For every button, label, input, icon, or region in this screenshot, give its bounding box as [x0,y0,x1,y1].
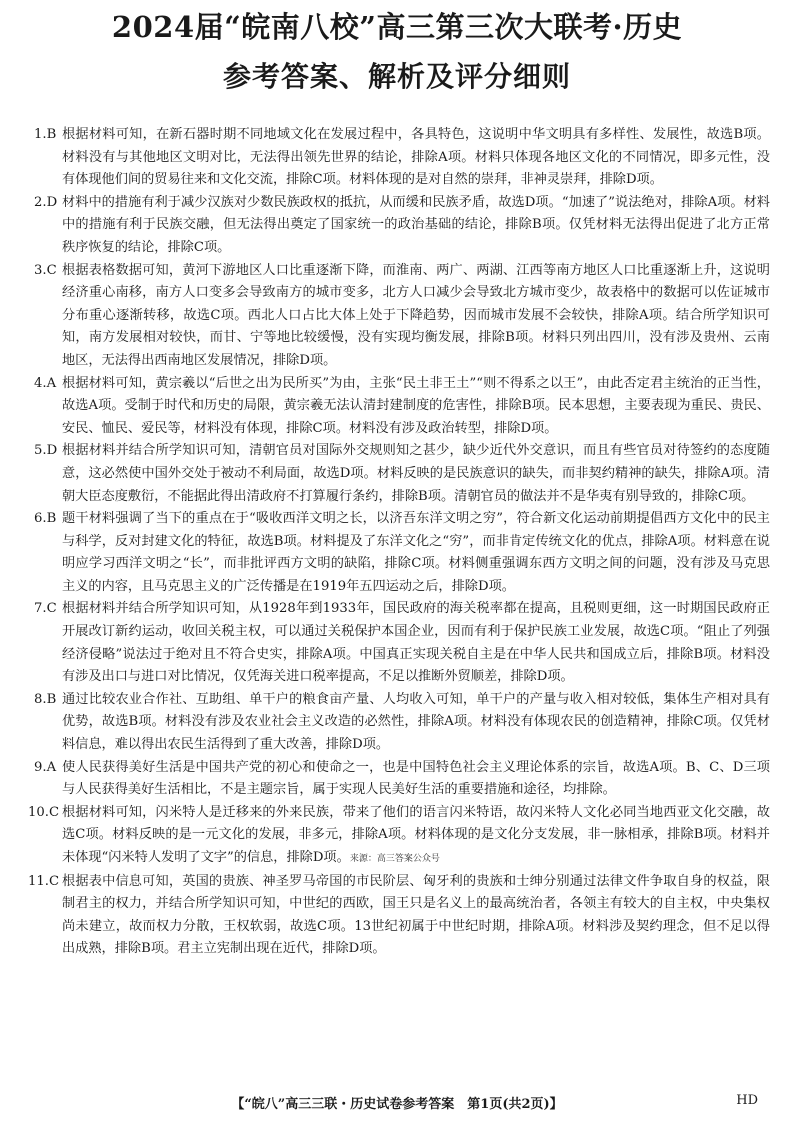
answer-item-8 [28,689,770,757]
page-footer: 【“皖八”高三三联・历史试卷参考答案 第1页(共2页)】 [231,1097,563,1112]
answer-text: 使人民获得美好生活是中国共产党的初心和使命之一，也是中国特色社会主义理论体系的宗旨，故选A项。B、C、D三项与人民获得美好生活相比，不是主题宗旨，属于实现人民美好生活的重要措施和途径，均排除。 [62,759,770,798]
answer-item-1 [28,124,770,192]
answer-number: 9.A [34,759,57,775]
answer-text: 根据材料可知，闪米特人是迁移来的外来民族，带来了他们的语言闪米特语，故闪米特人文化必同当地西亚文化交融，故选C项。材料反映的是一元文化的发展，非多元，排除A项。材料体现的是文化分支发展，非一脉相承，排除B项。材料并未体现“闪米特人发明了文字”的信息，排除D项。 [62,804,770,865]
answer-item-11 [28,871,770,961]
answer-item-6 [28,508,770,598]
answer-text: 根据表格数据可知，黄河下游地区人口比重逐渐下降，而淮南、两广、两湖、江西等南方地区人口比重逐渐上升，这说明经济重心南移，南方人口变多会导致南方的城市变多，北方人口减少会导致北方城市变少，故表格中的数据可以佐证城市分布重心逐渐转移，故选C项。西北人口占比大体上处于下降趋势，因而城市发展不会较快，排除A项。结合所学知识可知，南方发展相对较快，而甘、宁等地比较缓慢，没有实现均衡发展，排除B项。材料只列出四川，没有涉及贵州、云南地区，无法得出西南地区发展情况，排除D项。 [62,262,770,368]
answer-item-2 [28,192,770,260]
answer-number: 11.C [28,873,60,889]
footer-code: HD [736,1093,758,1108]
answer-number: 7.C [34,601,57,617]
answer-number: 4.A [34,375,57,391]
answer-item-7 [28,598,770,688]
answer-item-3 [28,260,770,373]
answer-text: 根据材料并结合所学知识可知，清朝官员对国际外交规则知之甚少，缺少近代外交意识，而且有些官员对待签约的态度随意，这必然使中国外交处于被动不利局面，故选D项。材料反映的是民族意识的缺失，而非契约精神的缺失，排除A项。清朝大臣态度敷衍，不能据此得出清政府不打算履行条约，排除B项。清朝官员的做法并不是华夷有别导致的，排除C项。 [62,443,770,504]
answer-text-container [62,802,770,871]
answer-text: 材料中的措施有利于减少汉族对少数民族政权的抵抗，从而缓和民族矛盾，故选D项。“加速了”说法绝对，排除A项。材料中的措施有利于民族交融，但无法得出奠定了国家统一的政治基础的结论，排除B项。仅凭材料无法得出促进了北方正常秩序恢复的结论，排除C项。 [62,194,770,255]
answer-list [28,124,770,961]
answer-number: 10.C [28,804,60,820]
document-title: 2024届“皖南八校”高三第三次大联考·历史 [111,10,683,44]
answer-item-10 [28,802,770,871]
answer-number: 2.D [34,194,58,210]
document-subtitle: 参考答案、解析及评分细则 [222,60,571,93]
answer-number: 3.C [34,262,57,278]
answer-text: 根据表中信息可知，英国的贵族、神圣罗马帝国的市民阶层、匈牙利的贵族和士绅分别通过法律文件争取自身的权益，限制君主的权力，并结合所学知识可知，中世纪的西欧，国王只是名义上的最高统治者，各领主有较大的自主权，中央集权尚未建立，故而权力分散，王权软弱，故选C项。13世纪初属于中世纪时期，排除A项。材料涉及契约理念，但不足以得出成熟，排除B项。君主立宪制出现在近代，排除D项。 [62,873,770,957]
answer-text: 题干材料强调了当下的重点在于“吸收西洋文明之长，以济吾东洋文明之穷”，符合新文化运动前期提倡西方文化中的民主与科学，反对封建文化的特征，故选B项。材料提及了东洋文化之“穷”，而非肯定传统文化的优点，排除A项。材料意在说明应学习西洋文明之“长”，而非批评西方文明的缺陷，排除C项。材料侧重强调东西方文明之间的问题，没有涉及马克思主义的内容，且马克思主义的广泛传播是在1919年五四运动之后，排除D项。 [62,511,770,594]
answer-number: 6.B [34,511,57,527]
answer-number: 5.D [34,443,58,459]
answer-number: 1.B [34,127,57,142]
answer-text: 根据材料可知，在新石器时期不同地域文化在发展过程中，各具特色，这说明中华文明具有多样性、发展性，故选B项。材料没有与其他地区文明对比，无法得出领先世界的结论，排除A项。材料只体现各地区文化的不同情况，即多元性，没有体现他们间的贸易往来和文化交流，排除C项。材料体现的是对自然的崇拜，非神灵崇拜，排除D项。 [62,127,770,188]
answer-text: 根据材料可知，黄宗羲以“后世之出为民所买”为由，主张“民土非王土”“则不得系之以王”，由此否定君主统治的正当性，故选A项。受制于时代和历史的局限，黄宗羲无法认清封建制度的危害性，排除B项。民本思想，主要表现为重民、贵民、安民、恤民、爱民等，材料没有体现，排除C项。材料没有涉及政治转型，排除D项。 [62,375,770,436]
source-watermark-note: 来源：高三答案公众号 [349,854,440,864]
answer-item-4 [28,373,770,441]
answer-number: 8.B [34,691,57,707]
answer-text: 根据材料并结合所学知识可知，从1928年到1933年，国民政府的海关税率都在提高，且税则更细，这一时期国民政府正开展改订新约运动，收回关税主权，可以通过关税保护本国企业，因而有利于保护民族工业发展，故选C项。“阻止了列强经济侵略”说法过于绝对且不符合史实，排除A项。中国真正实现关税自主是在中华人民共和国成立后，排除B项。材料没有涉及出口与进口对比情况，仅凭海关进口税率提高，不足以推断外贸顺差，排除D项。 [62,601,770,685]
answer-item-9 [28,757,770,802]
answer-item-5 [28,440,770,508]
answer-text: 通过比较农业合作社、互助组、单干户的粮食亩产量、人均收入可知，单干户的产量与收入相对较低，集体生产相对具有优势，故选B项。材料没有涉及农业社会主义改造的必然性，排除A项。材料没有体现农民的创造精神，排除C项。仅凭材料信息，难以得出农民生活得到了重大改善，排除D项。 [62,691,770,753]
